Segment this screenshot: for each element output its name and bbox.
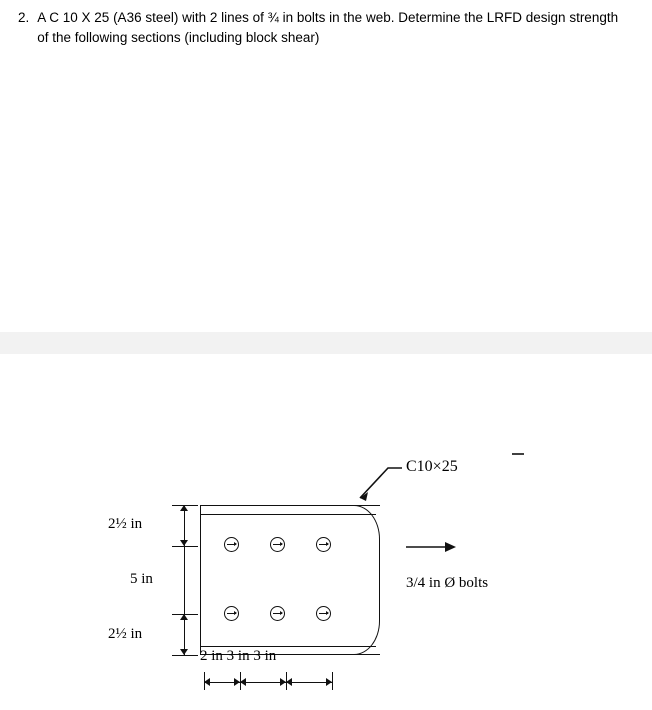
problem-text <box>37 8 627 48</box>
bolt-size-label: 3/4 in Ø bolts <box>406 575 489 591</box>
horizontal-dim-text: 2 in 3 in 3 in <box>200 648 277 664</box>
section-designation-label: C10×25 <box>406 458 458 475</box>
figure-annotation-overlay <box>0 420 652 710</box>
page-separator-band <box>0 332 652 354</box>
problem-line-1: A C 10 X 25 (A36 steel) with 2 lines of ¾ in bolts in the web. Determine the LRFD design <box>37 10 566 25</box>
dim-label-bottom: 2½ in <box>108 626 143 642</box>
dim-label-middle: 5 in <box>130 571 153 587</box>
dim-label-top: 2½ in <box>108 516 143 532</box>
problem-line-2: strength of the following sections (including block shear) <box>37 10 619 45</box>
problem-number: 2. <box>18 10 30 25</box>
bolt-note-arrowhead <box>445 542 456 552</box>
channel-section-figure <box>0 420 652 710</box>
problem-statement <box>0 0 652 48</box>
